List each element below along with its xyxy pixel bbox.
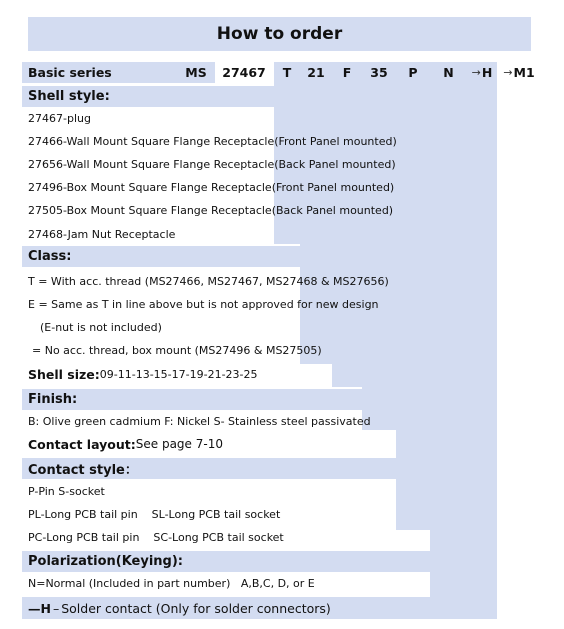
class-item: (E-nut is not included): [40, 320, 162, 334]
code-21: 21: [307, 65, 325, 80]
class-item: T = With acc. thread (MS27466, MS27467, MS27468 & MS27656): [28, 274, 389, 288]
class-heading: Class:: [22, 246, 300, 267]
shell-style-item: 27467-plug: [28, 111, 91, 125]
code-27467: 27467: [222, 65, 266, 80]
contact-style-heading: Contact style：: [22, 458, 396, 479]
code-p: P: [408, 65, 418, 80]
shell-style-item: 27505-Box Mount Square Flange Receptacle(Back Panel mounted): [28, 203, 394, 217]
solder-dash-icon: –: [52, 600, 60, 616]
shell-style-item: 27466-Wall Mount Square Flange Receptacle(Front Panel mounted): [28, 134, 397, 148]
arrow-right-icon: →: [471, 66, 481, 79]
solder-prefix: —H: [28, 600, 51, 616]
contact-style-item: PC-Long PCB tail pin SC-Long PCB tail socket: [28, 530, 284, 544]
shell-style-item: 27496-Box Mount Square Flange Receptacle(Front Panel mounted): [28, 180, 395, 194]
shell-size-row: [28, 364, 258, 384]
band-f: [332, 62, 362, 387]
arrow-right-icon: →: [503, 66, 513, 79]
code-35: 35: [370, 65, 388, 80]
shell-style-heading: Shell style:: [22, 86, 274, 107]
solder-row: [28, 598, 331, 618]
class-item: = No acc. thread, box mount (MS27496 & MS27505): [32, 343, 322, 357]
code-m1-label: M1: [513, 65, 535, 80]
page-title: How to order: [28, 17, 531, 51]
contact-style-item: P-Pin S-socket: [28, 484, 105, 498]
code-n: N: [443, 65, 454, 80]
finish-value: B: Olive green cadmium F: Nickel S- Stainless steel passivated: [28, 414, 371, 428]
basic-series-label: Basic series: [28, 65, 112, 80]
solder-value: Solder contact (Only for solder connectors): [61, 600, 331, 616]
band-p: [396, 62, 430, 530]
code-m1: [497, 62, 541, 83]
shell-style-item: 27656-Wall Mount Square Flange Receptacle(Back Panel mounted): [28, 157, 396, 171]
finish-heading: Finish:: [22, 389, 362, 410]
contact-layout-row: [28, 434, 223, 454]
polarization-value: N=Normal (Included in part number) A,B,C, D, or E: [28, 576, 315, 590]
class-item: E = Same as T in line above but is not approved for new design: [28, 297, 379, 311]
code-ms: MS: [185, 65, 207, 80]
shell-size-heading: Shell size:: [28, 366, 100, 382]
code-h-label: H: [481, 65, 493, 80]
shell-style-item: 27468-Jam Nut Receptacle: [28, 227, 176, 241]
contact-layout-value: See page 7-10: [135, 437, 223, 451]
code-h: [467, 62, 497, 83]
code-t: T: [282, 65, 292, 80]
shell-size-value: 09-11-13-15-17-19-21-23-25: [99, 367, 258, 381]
band-h: [467, 62, 497, 617]
contact-layout-heading: Contact layout:: [28, 436, 136, 452]
band-n: [430, 62, 467, 597]
band-35: [362, 62, 396, 430]
contact-style-item: PL-Long PCB tail pin SL-Long PCB tail socket: [28, 507, 281, 521]
code-f: F: [342, 65, 352, 80]
polarization-heading: Polarization(Keying):: [22, 551, 430, 572]
